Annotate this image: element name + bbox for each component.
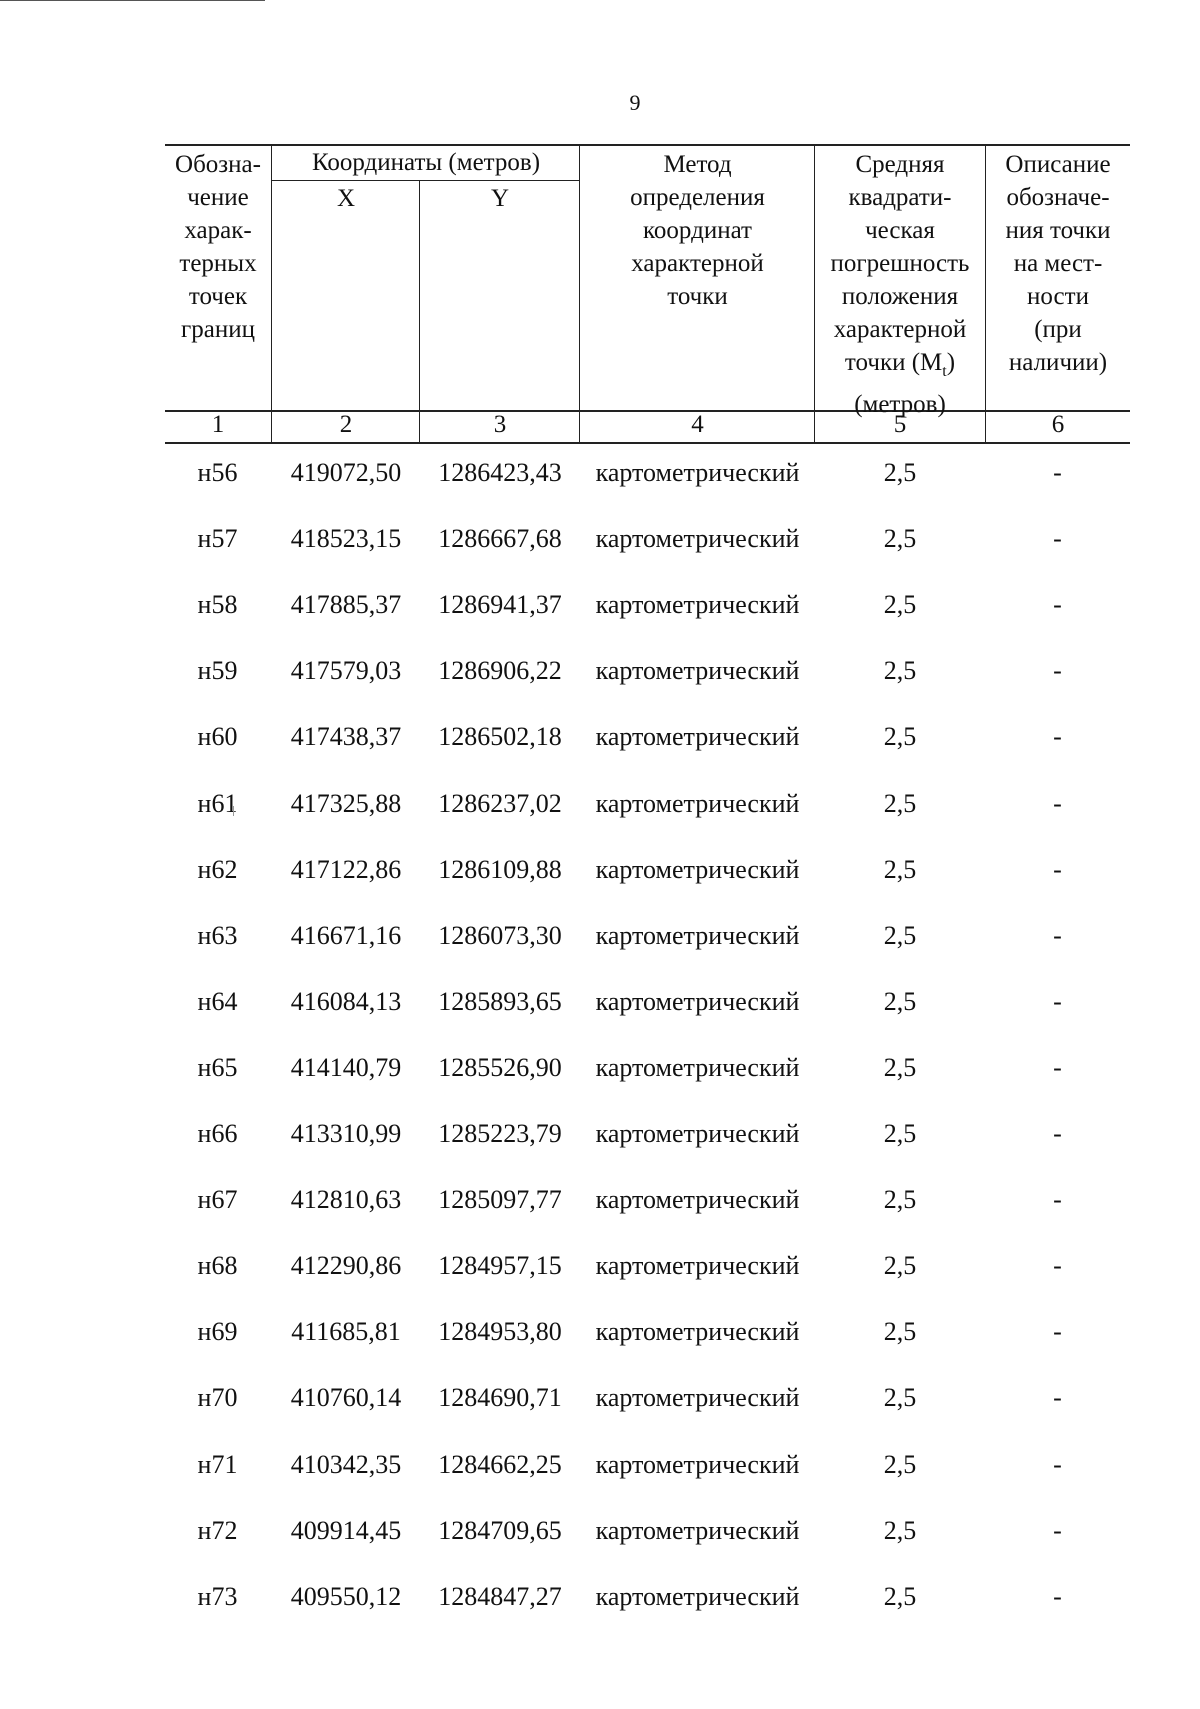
header-line: характерной xyxy=(833,316,967,343)
header-line: (при xyxy=(1034,316,1082,343)
table-row xyxy=(0,784,1200,824)
cell-y: 1284847,27 xyxy=(438,1581,562,1611)
cell-point: н59 xyxy=(197,656,238,686)
cell-point: н67 xyxy=(197,1185,238,1215)
cell-desc: - xyxy=(1053,1251,1062,1281)
cell-y: 1284709,65 xyxy=(438,1515,562,1545)
cell-desc: - xyxy=(1053,986,1062,1016)
cell-x: 416671,16 xyxy=(290,920,402,950)
cell-x: 413310,99 xyxy=(290,1119,402,1148)
cell-x: 417325,88 xyxy=(290,788,402,818)
cell-x: 412810,63 xyxy=(290,1185,402,1215)
cell-method: картометрический xyxy=(595,1515,800,1545)
table-row xyxy=(0,982,1200,1022)
coords-sub-rule xyxy=(272,180,580,181)
header-text: точки (M xyxy=(844,349,943,376)
cell-method: картометрический xyxy=(595,656,800,686)
cell-error: 2,5 xyxy=(883,854,917,884)
column-number-1: 1 xyxy=(211,411,225,438)
header-line: определения xyxy=(630,184,765,211)
cell-x: 417885,37 xyxy=(290,590,402,620)
cell-point: н69 xyxy=(197,1317,238,1347)
table-row xyxy=(0,1114,1200,1154)
header-line: характерной xyxy=(631,250,764,277)
cell-desc: - xyxy=(1053,854,1062,884)
number-row-rule xyxy=(165,442,1130,444)
cell-error: 2,5 xyxy=(883,1052,917,1082)
cell-point: н70 xyxy=(197,1383,238,1413)
cell-x: 410760,14 xyxy=(290,1383,402,1413)
cell-x: 411685,81 xyxy=(291,1317,401,1347)
cell-y: 1284953,80 xyxy=(438,1317,562,1347)
cell-point: н73 xyxy=(197,1581,238,1611)
cell-method: картометрический xyxy=(595,854,800,884)
subscript-t: t xyxy=(942,363,947,380)
column-number-2: 2 xyxy=(339,411,353,438)
cell-x: 417438,37 xyxy=(290,722,402,752)
cell-desc: - xyxy=(1053,788,1062,818)
header-line: положения xyxy=(841,283,959,310)
cell-method: картометрический xyxy=(595,722,800,752)
header-line: Описание xyxy=(1005,151,1111,178)
cell-y: 1286941,37 xyxy=(438,590,562,620)
cell-x: 419072,50 xyxy=(290,458,402,487)
header-line: обозначе- xyxy=(1006,184,1110,211)
table-row xyxy=(0,1246,1200,1286)
header-line: Метод xyxy=(663,151,732,178)
header-text: ) xyxy=(946,349,956,376)
cell-method: картометрический xyxy=(595,986,800,1016)
cell-desc: - xyxy=(1053,656,1062,686)
cell-point: н65 xyxy=(197,1052,238,1082)
cell-error: 2,5 xyxy=(883,1317,917,1347)
header-x: X xyxy=(336,185,356,212)
cell-desc: - xyxy=(1053,1581,1062,1611)
column-number-3: 3 xyxy=(493,411,507,438)
cell-y: 1284662,25 xyxy=(438,1449,562,1479)
cell-error: 2,5 xyxy=(883,590,917,620)
cell-method: картометрический xyxy=(595,1317,800,1347)
cell-method: картометрический xyxy=(595,920,800,950)
cell-method: картометрический xyxy=(595,590,800,620)
column-number-5: 5 xyxy=(893,411,907,438)
cell-y: 1286906,22 xyxy=(438,656,562,686)
cell-point: н58 xyxy=(197,590,238,620)
table-row xyxy=(0,1378,1200,1418)
header-description xyxy=(986,148,1130,379)
header-line: Средняя xyxy=(855,151,945,178)
table-row xyxy=(0,1511,1200,1551)
table-row xyxy=(0,453,1200,493)
cell-desc: - xyxy=(1053,1185,1062,1215)
cell-desc: - xyxy=(1053,1515,1062,1545)
cell-error: 2,5 xyxy=(883,1185,917,1215)
header-method xyxy=(580,148,815,313)
column-number-4: 4 xyxy=(691,411,704,438)
table-row xyxy=(0,1577,1200,1617)
cell-error: 2,5 xyxy=(883,656,917,686)
cell-point: н72 xyxy=(197,1515,238,1545)
cell-y: 1286502,18 xyxy=(438,722,562,752)
cell-desc: - xyxy=(1053,1317,1062,1347)
cell-x: 409550,12 xyxy=(290,1581,402,1611)
cell-error: 2,5 xyxy=(883,788,917,818)
cell-desc: - xyxy=(1053,1383,1062,1413)
header-mean-square-error xyxy=(815,148,985,421)
header-line: (метров) xyxy=(854,391,946,418)
table-row xyxy=(0,585,1200,625)
header-line: наличии) xyxy=(1008,349,1108,376)
cell-x: 414140,79 xyxy=(290,1052,402,1082)
cell-y: 1285893,65 xyxy=(438,986,562,1016)
cell-point: н66 xyxy=(197,1119,238,1148)
header-line: ния точки xyxy=(1005,217,1111,244)
cell-error: 2,5 xyxy=(883,1515,917,1545)
cell-x: 418523,15 xyxy=(290,524,402,554)
header-line: ческая xyxy=(865,217,935,244)
cell-y: 1286109,88 xyxy=(438,854,562,884)
cell-error: 2,5 xyxy=(883,920,917,950)
cell-x: 417579,03 xyxy=(290,656,402,686)
top-edge-line xyxy=(0,0,265,1)
page-number: 9 xyxy=(629,90,641,115)
cell-method: картометрический xyxy=(595,1052,800,1082)
cell-error: 2,5 xyxy=(883,1449,917,1479)
cell-desc: - xyxy=(1053,1052,1062,1082)
cell-point: н64 xyxy=(197,986,238,1016)
cell-y: 1286073,30 xyxy=(438,920,562,950)
cell-error: 2,5 xyxy=(883,722,917,752)
cell-y: 1286667,68 xyxy=(438,524,562,554)
cell-desc: - xyxy=(1053,524,1062,554)
header-line-mt xyxy=(815,346,985,388)
table-row xyxy=(0,916,1200,956)
cell-method: картометрический xyxy=(595,1251,800,1281)
header-line: квадрати- xyxy=(848,184,952,211)
cell-x: 410342,35 xyxy=(290,1449,402,1479)
cell-desc: - xyxy=(1053,722,1062,752)
table-row xyxy=(0,1445,1200,1485)
cell-point: н63 xyxy=(197,920,238,950)
table-row xyxy=(0,1180,1200,1220)
cell-x: 416084,13 xyxy=(290,986,402,1016)
cell-error: 2,5 xyxy=(883,1383,917,1413)
cell-error: 2,5 xyxy=(883,1251,917,1281)
cell-method: картометрический xyxy=(595,1581,800,1611)
header-line: границ xyxy=(181,316,255,343)
table-row xyxy=(0,1312,1200,1352)
cell-error: 2,5 xyxy=(883,458,917,487)
col-divider-2 xyxy=(419,180,420,442)
cell-method: картометрический xyxy=(595,1383,800,1413)
cell-x: 417122,86 xyxy=(290,854,402,884)
cell-point: н62 xyxy=(197,854,238,884)
header-line: координат xyxy=(643,217,752,244)
header-line: точек xyxy=(188,283,248,310)
header-line: ности xyxy=(1027,283,1089,310)
cell-y: 1285223,79 xyxy=(438,1119,562,1148)
cell-method: картометрический xyxy=(595,1119,800,1148)
cell-y: 1286423,43 xyxy=(438,458,562,487)
cell-error: 2,5 xyxy=(883,524,917,554)
cell-method: картометрический xyxy=(595,524,800,554)
cell-error: 2,5 xyxy=(883,986,917,1016)
cell-y: 1284957,15 xyxy=(438,1251,562,1281)
cell-desc: - xyxy=(1053,1449,1062,1479)
cell-point: н57 xyxy=(197,524,238,554)
cell-desc: - xyxy=(1053,1119,1062,1148)
header-line: на мест- xyxy=(1013,250,1103,277)
cell-y: 1286237,02 xyxy=(438,788,562,818)
cell-method: картометрический xyxy=(595,1185,800,1215)
header-line: чение xyxy=(187,184,249,211)
cell-desc: - xyxy=(1053,920,1062,950)
header-line: терных xyxy=(179,250,257,277)
cell-error: 2,5 xyxy=(883,1119,917,1148)
table-row xyxy=(0,1048,1200,1088)
header-line: харак- xyxy=(184,217,252,244)
table-row xyxy=(0,519,1200,559)
table-row xyxy=(0,651,1200,691)
cell-point: н56 xyxy=(197,458,238,487)
header-line: погрешность xyxy=(830,250,970,277)
cell-y: 1284690,71 xyxy=(438,1383,562,1413)
cell-method: картометрический xyxy=(595,1449,800,1479)
cell-y: 1285097,77 xyxy=(438,1185,562,1215)
cell-error: 2,5 xyxy=(883,1581,917,1611)
header-line: точки xyxy=(667,283,728,310)
cell-x: 409914,45 xyxy=(290,1515,402,1545)
column-number-6: 6 xyxy=(1051,411,1065,438)
scan-speck xyxy=(233,806,234,816)
header-y: Y xyxy=(490,185,510,212)
cell-point: н60 xyxy=(197,722,238,752)
cell-point: н68 xyxy=(197,1251,238,1281)
cell-desc: - xyxy=(1053,590,1062,620)
cell-method: картометрический xyxy=(595,788,800,818)
cell-method: картометрический xyxy=(595,458,800,487)
cell-desc: - xyxy=(1053,458,1062,487)
cell-point: н71 xyxy=(197,1449,238,1479)
table-row xyxy=(0,717,1200,757)
header-point-designation xyxy=(165,148,271,346)
cell-point: н61 xyxy=(197,788,238,818)
table-row xyxy=(0,850,1200,890)
header-coordinates-group: Координаты (метров) xyxy=(311,149,541,176)
header-line: Обозна- xyxy=(175,151,261,178)
cell-y: 1285526,90 xyxy=(438,1052,562,1082)
cell-x: 412290,86 xyxy=(290,1251,402,1281)
